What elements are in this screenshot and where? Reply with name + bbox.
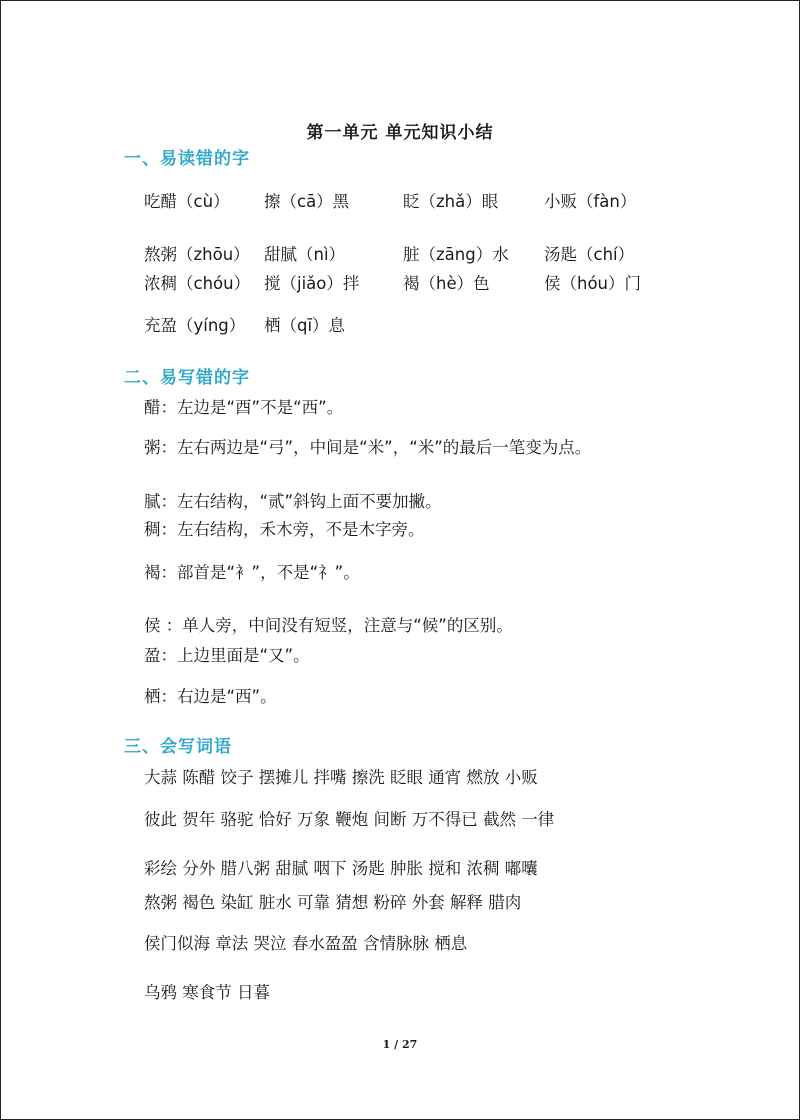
pinyin-item: 褐（hè）色 <box>403 274 490 293</box>
writing-note: 稠：左右结构，禾木旁，不是木字旁。 <box>144 520 425 539</box>
writing-note: 盈：上边里面是“又”。 <box>144 646 310 665</box>
pinyin-item: 侯（hóu）门 <box>544 274 642 293</box>
pinyin-item: 吃醋（cù） <box>144 192 230 211</box>
pinyin-item: 充盈（yíng） <box>144 316 246 335</box>
section-heading-3: 三、会写词语 <box>124 737 232 757</box>
writing-note: 褐：部首是“衤”，不是“礻”。 <box>144 563 360 582</box>
vocabulary-line: 熬粥 褐色 染缸 脏水 可靠 猜想 粉碎 外套 解释 腊肉 <box>144 893 522 912</box>
writing-note: 醋：左边是“酉”不是“西”。 <box>144 398 344 417</box>
vocabulary-line: 彼此 贺年 骆驼 恰好 万象 鞭炮 间断 万不得已 截然 一律 <box>144 810 555 829</box>
pinyin-item: 小贩（fàn） <box>544 192 637 211</box>
writing-note: 粥：左右两边是“弓”，中间是“米”，“米”的最后一笔变为点。 <box>144 438 592 457</box>
pinyin-item: 汤匙（chí） <box>544 245 635 264</box>
section-heading-2: 二、易写错的字 <box>124 368 250 388</box>
vocabulary-line: 侯门似海 章法 哭泣 春水盈盈 含情脉脉 栖息 <box>144 934 468 953</box>
vocabulary-line: 大蒜 陈醋 饺子 摆摊儿 拌嘴 擦洗 眨眼 通宵 燃放 小贩 <box>144 768 538 787</box>
pinyin-item: 脏（zāng）水 <box>403 245 509 264</box>
pinyin-item: 搅（jiǎo）拌 <box>264 274 360 293</box>
pinyin-item: 眨（zhǎ）眼 <box>403 192 499 211</box>
section-heading-1: 一、易读错的字 <box>124 149 250 169</box>
pinyin-item: 浓稠（chóu） <box>144 274 251 293</box>
pinyin-item: 栖（qī）息 <box>264 316 346 335</box>
vocabulary-line: 彩绘 分外 腊八粥 甜腻 咽下 汤匙 肿胀 搅和 浓稠 嘟囔 <box>144 859 538 878</box>
page-title: 第一单元 单元知识小结 <box>306 123 494 143</box>
writing-note: 栖：右边是“西”。 <box>144 687 277 706</box>
writing-note: 侯 ：单人旁，中间没有短竖，注意与“候”的区别。 <box>144 616 513 635</box>
pinyin-item: 擦（cā）黑 <box>264 192 350 211</box>
vocabulary-line: 乌鸦 寒食节 日暮 <box>144 983 270 1002</box>
pinyin-item: 甜腻（nì） <box>264 245 346 264</box>
page-number: 1 / 27 <box>382 1038 418 1051</box>
pinyin-item: 熬粥（zhōu） <box>144 245 250 264</box>
writing-note: 腻：左右结构，“贰”斜钩上面不要加撇。 <box>144 492 442 511</box>
